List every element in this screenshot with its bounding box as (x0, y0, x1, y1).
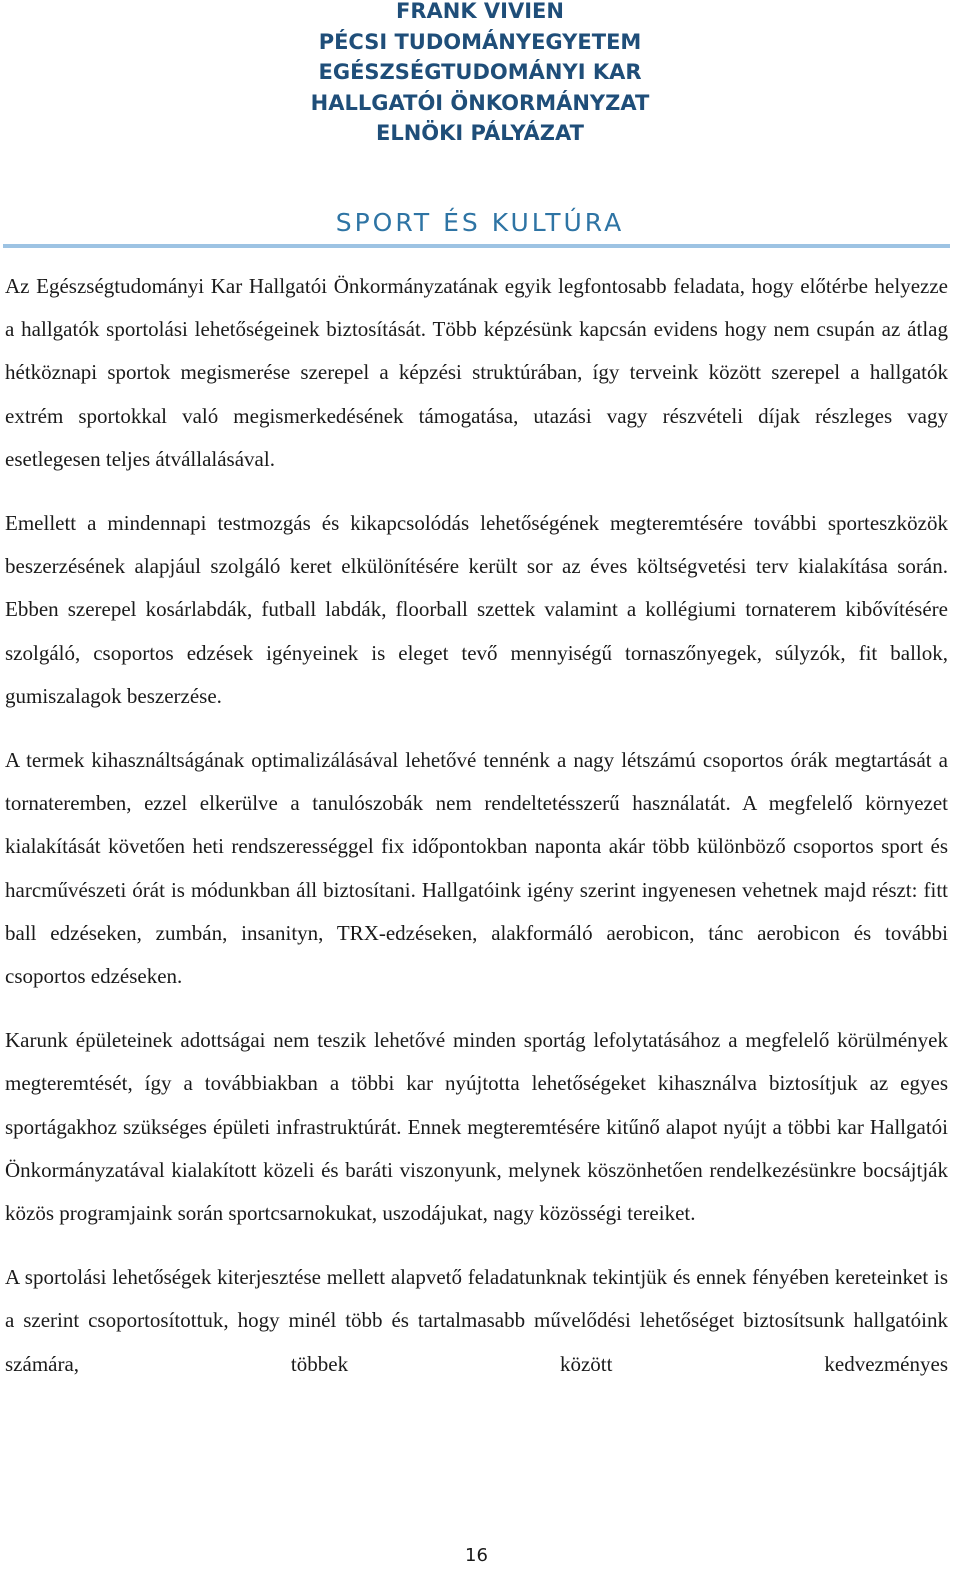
paragraph: A termek kihasználtságának optimalizálásával lehetővé tennénk a nagy létszámú csoportos órák megtartását a tornateremben, ezzel elkerülve a tanulószobák nem rendeltetésszerű használatát. A megfelelő környezet kialakítását követően heti rendszerességgel fix időpontokban naponta akár több különböző csoportos sport és harcművészeti órát is módunkban áll biztosítani. Hallgatóink igény szerint ingyenesen vehetnek majd részt: fitt ball edzéseken, zumbán, insanityn, TRX-edzéseken, alakformáló aerobicon, tánc aerobicon és további csoportos edzéseken. (5, 748, 948, 989)
document-header (0, 0, 960, 149)
section-title: SPORT ÉS KULTÚRA (335, 208, 625, 237)
faculty-name: EGÉSZSÉGTUDOMÁNYI KAR (318, 60, 642, 84)
body-text (5, 265, 948, 1407)
section-title-underline (3, 244, 950, 248)
paragraph: Karunk épületeinek adottságai nem teszik lehetővé minden sportág lefolytatásához a megfelelő körülmények megteremtését, így a továbbiakban a többi kar nyújtotta lehetőségeket kihasználva biztosítjuk az egyes sportágakhoz szükséges épületi infrastruktúrát. Ennek megteremtésére kitűnő alapot nyújt a többi kar Hallgatói Önkormányzatával kialakított közeli és baráti viszonyunk, melynek köszönhetően rendelkezésünkre bocsájtják közös programjaink során sportcsarnokukat, uszodájukat, nagy közösségi tereiket. (5, 1028, 948, 1226)
paragraph: Az Egészségtudományi Kar Hallgatói Önkormányzatának egyik legfontosabb feladata, hogy előtérbe helyezze a hallgatók sportolási lehetőségeinek biztosítását. Több képzésünk kapcsán evidens hogy nem csupán az átlag hétköznapi sportok megismerése szerepel a képzési struktúrában, így terveink között szerepel a hallgatók extrém sportokkal való megismerkedésének támogatása, utazási vagy részvételi díjak részleges vagy esetlegesen teljes átvállalásával. (5, 274, 948, 471)
organization-name: HALLGATÓI ÖNKORMÁNYZAT (310, 90, 650, 115)
page-number: 16 (465, 1545, 488, 1566)
author-name: FRANK VIVIEN (396, 0, 564, 23)
paragraph: Emellett a mindennapi testmozgás és kikapcsolódás lehetőségének megteremtésére további sporteszközök beszerzésének alapjául szolgáló keret elkülönítésére került sor az éves költségvetési terv kialakítása során. Ebben szerepel kosárlabdák, futball labdák, floorball szettek valamint a kollégiumi tornaterem kibővítésére szolgáló, csoportos edzések igényeinek is eleget tevő mennyiségű tornaszőnyegek, súlyzók, fit ballok, gumiszalagok beszerzése. (5, 511, 948, 708)
paragraph: A sportolási lehetőségek kiterjesztése mellett alapvető feladatunknak tekintjük és ennek fényében kereteinket is a szerint csoportosítottuk, hogy minél több és tartalmasabb művelődési lehetőséget biztosítsunk hallgatóink számára, többek között kedvezményes (5, 1265, 948, 1376)
document-type: ELNÖKI PÁLYÁZAT (375, 121, 584, 145)
university-name: PÉCSI TUDOMÁNYEGYETEM (318, 29, 642, 54)
